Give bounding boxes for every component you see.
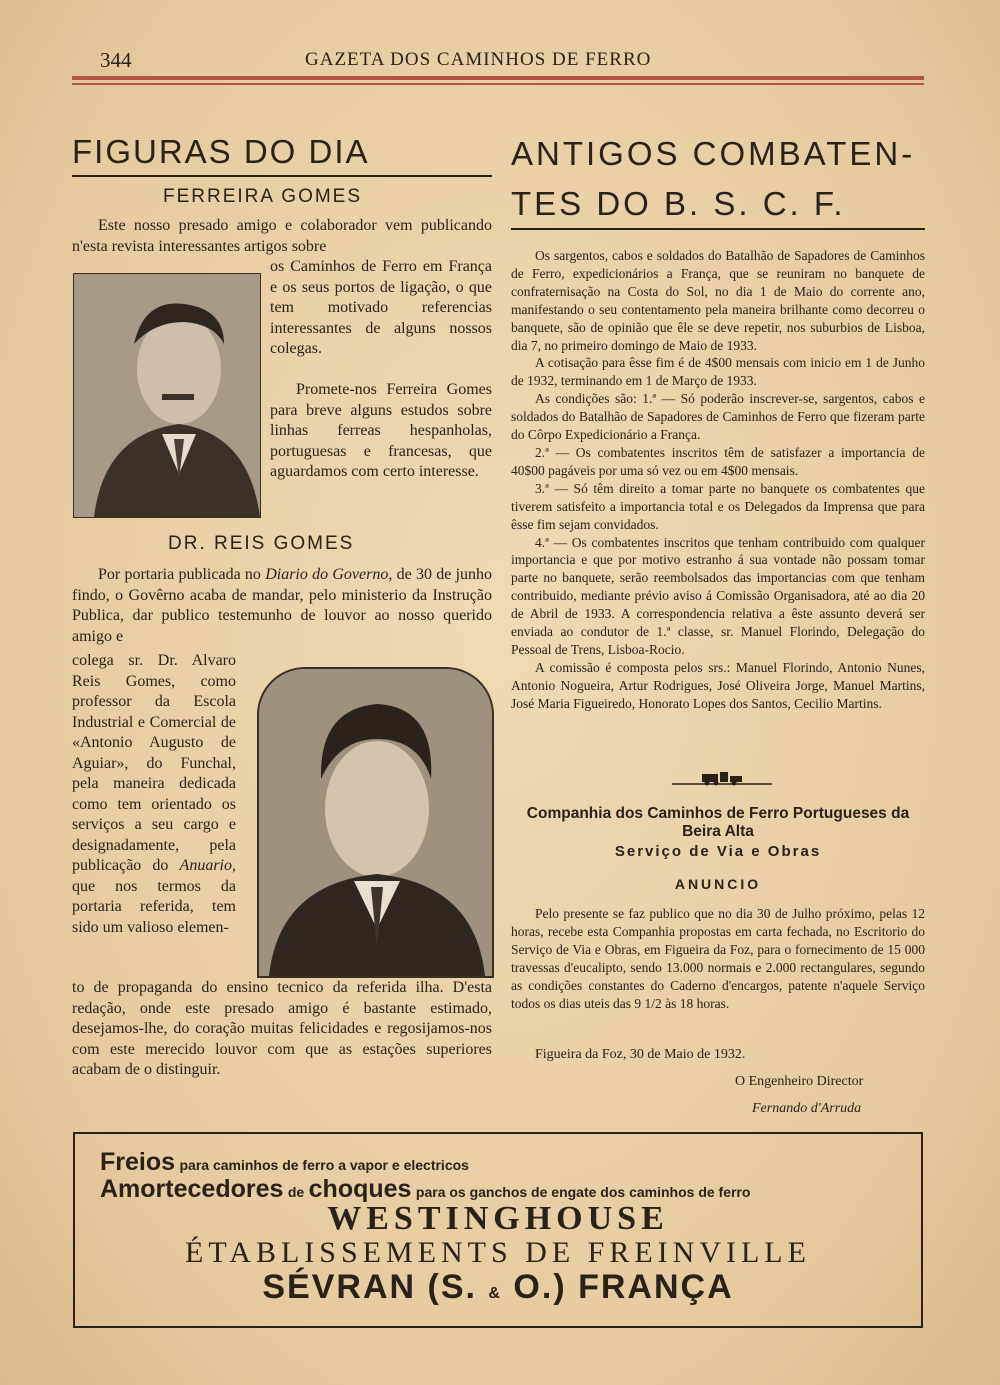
advert-etablissements: ÉTABLISSEMENTS DE FREINVILLE: [185, 1236, 811, 1269]
antigos-paragraph: A cotisação para êsse fim é de 4$00 mensais com inicio em 1 de Junho de 1932, terminando em 1 de Março de 1933.: [511, 355, 925, 389]
anuncio-text: Pelo presente se faz publico que no dia 30 de Julho próximo, pelas 12 horas, recebe esta Companhia propostas em carta fechada, no Escritorio do Serviço de Via e Obras, em Figueira da Foz, para o fornecimento de 15 000 travessas d'eucalipto, sendo 13.000 normais e 2.000 rectangulares, segundo as condições constantes do Caderno d'encargos, patente n'aquele Serviço todos os dias uteis das 9 1/2 às 18 horas.: [511, 906, 925, 1011]
section-rule: [72, 175, 492, 177]
advert-sevran-part1: SÉVRAN (S.: [262, 1268, 477, 1306]
antigos-paragraph: As condições são: 1.ª — Só poderão inscrever-se, sargentos, cabos e soldados do Batalhão de Sapadores de Caminhos de Ferro que fizeram parte do Côrpo Expedicionário a França.: [511, 391, 925, 443]
antigos-paragraph: 2.ª — Os combatentes inscritos têm de satisfazer a importancia de 40$00 pagáveis por uma só vez ou em 4$00 mensais.: [511, 444, 925, 478]
anuncio-signer-title: O Engenheiro Director: [735, 1074, 864, 1089]
portrait-photo-reis: [257, 667, 494, 978]
section-title-figuras: FIGURAS DO DIA: [72, 133, 370, 170]
company-heading: Companhia dos Caminhos de Ferro Portugueses da Beira Alta: [526, 805, 910, 840]
section-title-antigos-line1: ANTIGOS COMBATEN-: [511, 135, 916, 172]
reis-p2-text-after: que nos termos da portaria referida, tem sido um valioso elemen-: [72, 877, 236, 936]
advert-de: de: [287, 1184, 305, 1200]
reis-p1-text-after: de 30 de junho findo, o Govêrno acaba de mandar, pelo ministerio da Instrução Publica, dar publico testemunho de louvor ao nosso querido amigo e: [72, 566, 493, 645]
page-number: 344: [100, 48, 132, 72]
reis-paragraph-3: to de propaganda do ensino tecnico da referida ilha. D'esta redação, onde este presado amigo é bastante estimado, desejamos-lhe, do coração muitas felicidades e regosijamos-nos com este merecido louvor com que as estações superiores acabam de o distinguir.: [72, 979, 492, 1078]
advert-sevran: [73, 1268, 923, 1307]
advert-freios: Freios: [100, 1148, 176, 1176]
reis-paragraph-1: [72, 565, 492, 647]
ferreira-paragraph-2: os Caminhos de Ferro em França e os seus portos de ligação, o que tem motivado referencias interessantes de alguns nossos colegas.: [270, 258, 492, 357]
train-ornament-icon: [672, 770, 772, 788]
antigos-paragraph: 4.ª — Os combatentes inscritos que tenham contribuido com qualquer importancia e que por motivo estranho á sua vontade não possam tomar parte no banquete, serão reembolsados das importancias com que tenham contribuido, mediante prévio aviso á Comissão Organisadora, até ao dia 20 de Abril de 1933. A correspondencia relativa a êste assunto deverá ser enviada ao condutor de 1.ª classe, sr. Manuel Florindo, Delegação do Pessoal de Trens, Lisboa-Rocio.: [511, 534, 925, 657]
reis-p1-text: Por portaria publicada no: [98, 566, 266, 583]
section-title-antigos-line2: TES DO B. S. C. F.: [511, 185, 846, 222]
advert-choques-rest: para os ganchos de engate dos caminhos de ferro: [415, 1184, 751, 1200]
advert-amortecedores: Amortecedores: [100, 1175, 284, 1203]
anuncio-signer-name: Fernando d'Arruda: [752, 1101, 862, 1116]
subheading-reis: DR. REIS GOMES: [168, 533, 355, 554]
reis-paragraph-2: [72, 651, 236, 938]
reis-p1-italic: Diario do Governo,: [265, 566, 393, 583]
portrait-photo-ferreira: [73, 273, 261, 518]
ferreira-paragraph-1: Este nosso presado amigo e colaborador vem publicando n'esta revista interessantes artigos sobre: [72, 217, 492, 255]
reis-p2-text: colega sr. Dr. Alvaro Reis Gomes, como professor da Escola Industrial e Comercial de «Antonio Augusto de Aguiar», do Funchal, pela maneira dedicada como tem orientado os serviços a seu cargo e designadamente, pela publicação do: [72, 652, 236, 874]
section-rule-antigos: [511, 228, 925, 230]
antigos-article-body: [511, 247, 925, 713]
ferreira-paragraph-3: Promete-nos Ferreira Gomes para breve alguns estudos sobre linhas ferreas hespanholas, portuguesas e francesas, que aguardamos com certo interesse.: [270, 381, 492, 480]
antigos-paragraph: A comissão é composta pelos srs.: Manuel Florindo, Antonio Nunes, Antonio Nogueira, Artur Rodrigues, José Oliveira Jorge, Manuel Martins, José Maria Figueiredo, Honorato Lopes dos Santos, Cecilio Martins.: [511, 659, 925, 711]
service-heading: Serviço de Via e Obras: [614, 843, 822, 860]
advert-line-freios: [100, 1148, 469, 1177]
advert-westinghouse: WESTINGHOUSE: [327, 1200, 669, 1237]
advert-sevran-part2: O.) FRANÇA: [513, 1268, 734, 1306]
journal-title: GAZETA DOS CAMINHOS DE FERRO: [305, 49, 652, 70]
anuncio-heading: ANUNCIO: [674, 876, 762, 892]
advert-sevran-amp: &: [488, 1285, 502, 1302]
antigos-paragraph: Os sargentos, cabos e soldados do Batalhão de Sapadores de Caminhos de Ferro, expedicionários a França, que se reuniram no banquete de confraternisação na Costa do Sol, no dia 1 de Maio do corrente ano, manifestando o seu contentamento pela maneira brilhante como decorreu o banquete, são de opinião que êle se deve repetir, nos suburbios de Lisboa, dia 7, no primeiro domingo de Maio de 1933.: [511, 248, 925, 353]
antigos-paragraph: 3.ª — Só têm direito a tomar parte no banquete os combatentes que tiverem satisfeito a importancia total e os Delegados da Imprensa que para êsse fim sejam convidados.: [511, 480, 925, 532]
advert-choques: choques: [308, 1175, 412, 1203]
header-rule-thin: [72, 83, 924, 85]
reis-p2-italic: Anuario,: [179, 857, 236, 874]
header-rule: [72, 76, 924, 80]
advert-freios-rest: para caminhos de ferro a vapor e electricos: [179, 1157, 469, 1173]
anuncio-date: Figueira da Foz, 30 de Maio de 1932.: [535, 1047, 746, 1062]
subheading-ferreira: FERREIRA GOMES: [163, 186, 363, 207]
